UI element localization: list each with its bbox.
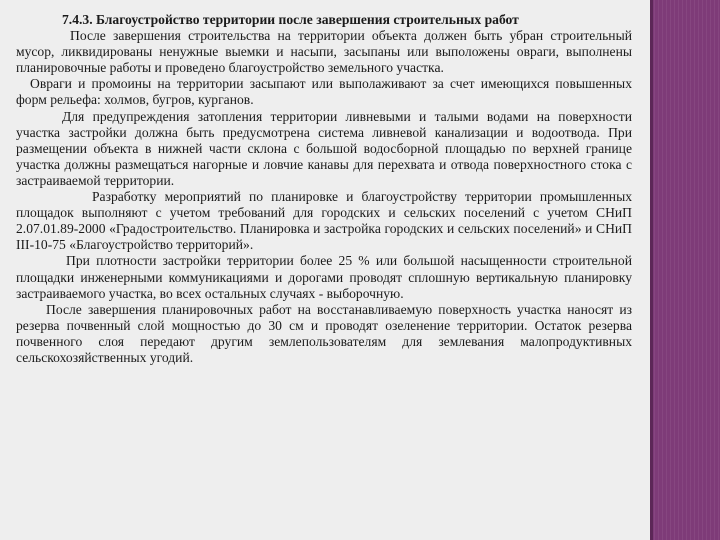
paragraph-cleanup: После завершения строительства на территории объекта должен быть убран строительный мусор, ликвидированы ненужные выемки и насыпи, засыпаны или выположены овраги, выполнены планировочные работы и проведено благоустройство земельного участка.: [16, 28, 632, 76]
sidebar-edge: [650, 0, 653, 540]
sidebar-texture: [650, 0, 720, 540]
document-body: [16, 12, 632, 366]
paragraph-planning-requirements: Разработку мероприятий по планировке и благоустройству территории промышленных площадок выполняют с учетом требований для городских и сельских поселений с учетом СНиП 2.07.01.89-2000 «Градостроительство. Планировка и застройка городских и сельских поселений» и СНиП III-10-75 «Благоустройство территорий».: [16, 189, 632, 253]
paragraph-vertical-planning: При плотности застройки территории более 25 % или большой насыщенности строительной площадки инженерными коммуникациями и дорогами проводят сплошную вертикальную планировку застраиваемого участка, во всех остальных случаях - выборочную.: [16, 253, 632, 301]
decorative-sidebar: [650, 0, 720, 540]
section-heading: 7.4.3. Благоустройство территории после завершения строительных работ: [62, 12, 519, 27]
paragraph-ravines: Овраги и промоины на территории засыпают или выполаживают за счет имеющихся повышенных форм рельефа: холмов, бугров, курганов.: [16, 76, 632, 108]
paragraph-soil-layer: После завершения планировочных работ на восстанавливаемую поверхность участка наносят из резерва почвенный слой мощностью до 30 см и проводят озеленение территории. Остаток резерва почвенного слоя передают другим землепользователям для землевания малопродуктивных сельскохозяйственных угодий.: [16, 301, 632, 365]
paragraph-drainage: Для предупреждения затопления территории ливневыми и талыми водами на поверхности участка застройки должна быть предусмотрена система ливневой канализации и водоотвода. При размещении объекта в нижней части склона с большой водосборной площадью по верхней границе участка должны размещаться нагорные и ловчие канавы для перехвата и отвода поверхностного стока с застраиваемой территории.: [16, 108, 632, 188]
